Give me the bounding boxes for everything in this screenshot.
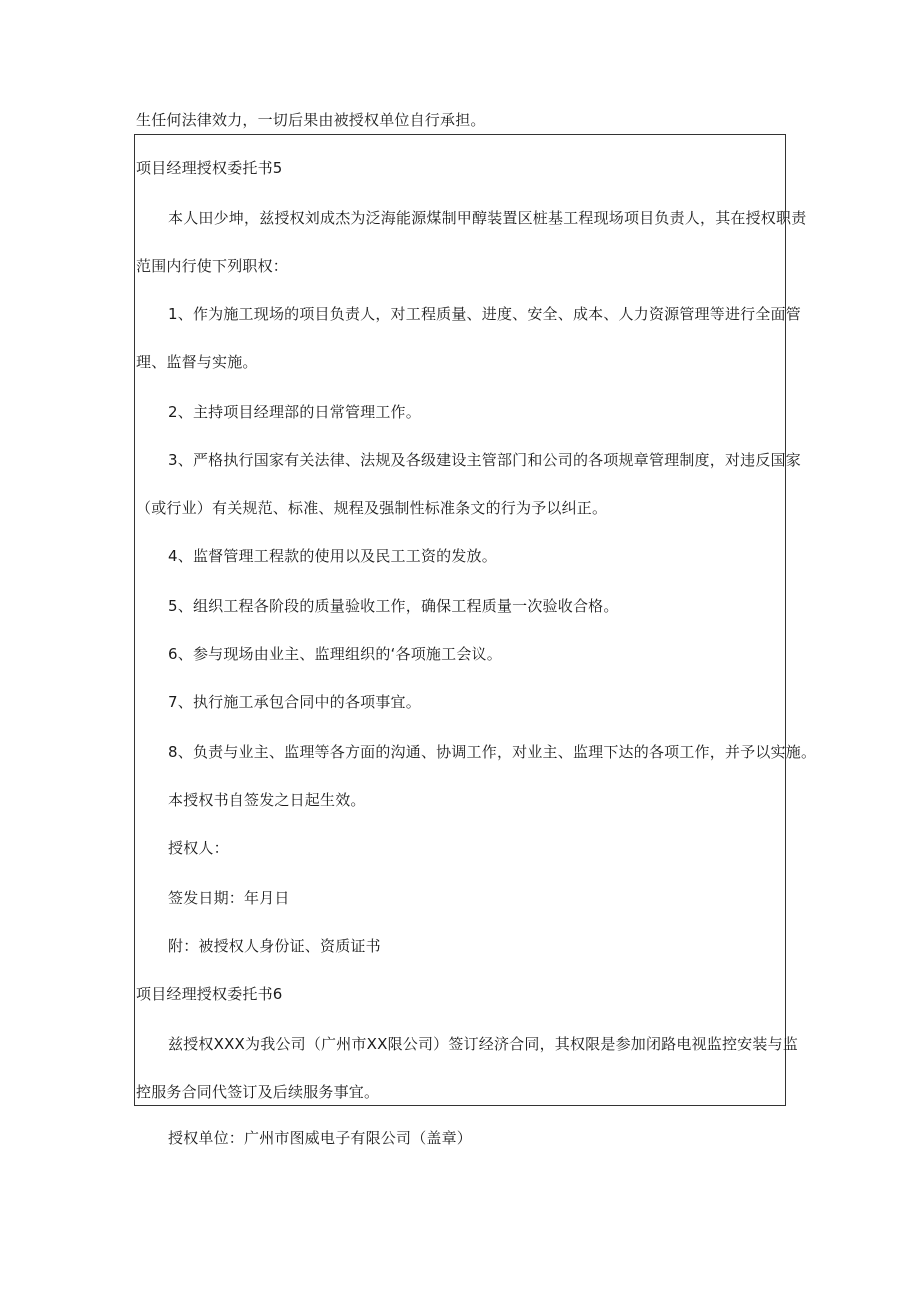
doc5-effective: 本授权书自签发之日起生效。 <box>168 791 366 809</box>
doc6-body-line2: 控服务合同代签订及后续服务事宜。 <box>136 1083 380 1101</box>
doc5-item6: 6、参与现场由业主、监理组织的‘各项施工会议。 <box>168 645 502 663</box>
doc5-item3-line2: （或行业）有关规范、标准、规程及强制性标准条文的行为予以纠正。 <box>136 499 608 517</box>
doc5-item1-line1: 1、作为施工现场的项目负责人，对工程质量、进度、安全、成本、人力资源管理等进行全面管 <box>168 305 801 323</box>
doc5-sign-date: 签发日期：年月日 <box>168 889 290 907</box>
doc5-item4: 4、监督管理工程款的使用以及民工工资的发放。 <box>168 547 497 565</box>
doc5-attachment: 附：被授权人身份证、资质证书 <box>168 937 381 955</box>
doc5-item5: 5、组织工程各阶段的质量验收工作，确保工程质量一次验收合格。 <box>168 597 619 615</box>
doc6-body-line1: 兹授权XXX为我公司（广州市XX限公司）签订经济合同，其权限是参加闭路电视监控安装与监 <box>168 1035 798 1053</box>
doc5-intro-line1: 本人田少坤，兹授权刘成杰为泛海能源煤制甲醇装置区桩基工程现场项目负责人，其在授权职责 <box>168 209 807 227</box>
continuation-line: 生任何法律效力，一切后果由被授权单位自行承担。 <box>136 111 486 129</box>
doc6-authorizing-unit: 授权单位：广州市图威电子有限公司（盖章） <box>168 1129 473 1147</box>
document-frame <box>134 134 786 1106</box>
doc5-item1-line2: 理、监督与实施。 <box>136 353 258 371</box>
doc5-authorizer: 授权人： <box>168 839 229 857</box>
doc5-title: 项目经理授权委托书5 <box>136 159 283 177</box>
doc6-title: 项目经理授权委托书6 <box>136 985 283 1003</box>
doc5-item7: 7、执行施工承包合同中的各项事宜。 <box>168 693 421 711</box>
doc5-item8: 8、负责与业主、监理等各方面的沟通、协调工作，对业主、监理下达的各项工作，并予以实施。 <box>168 743 817 761</box>
doc5-item2: 2、主持项目经理部的日常管理工作。 <box>168 403 421 421</box>
doc5-intro-line2: 范围内行使下列职权： <box>136 257 289 275</box>
doc5-item3-line1: 3、严格执行国家有关法律、法规及各级建设主管部门和公司的各项规章管理制度，对违反国家 <box>168 451 801 469</box>
